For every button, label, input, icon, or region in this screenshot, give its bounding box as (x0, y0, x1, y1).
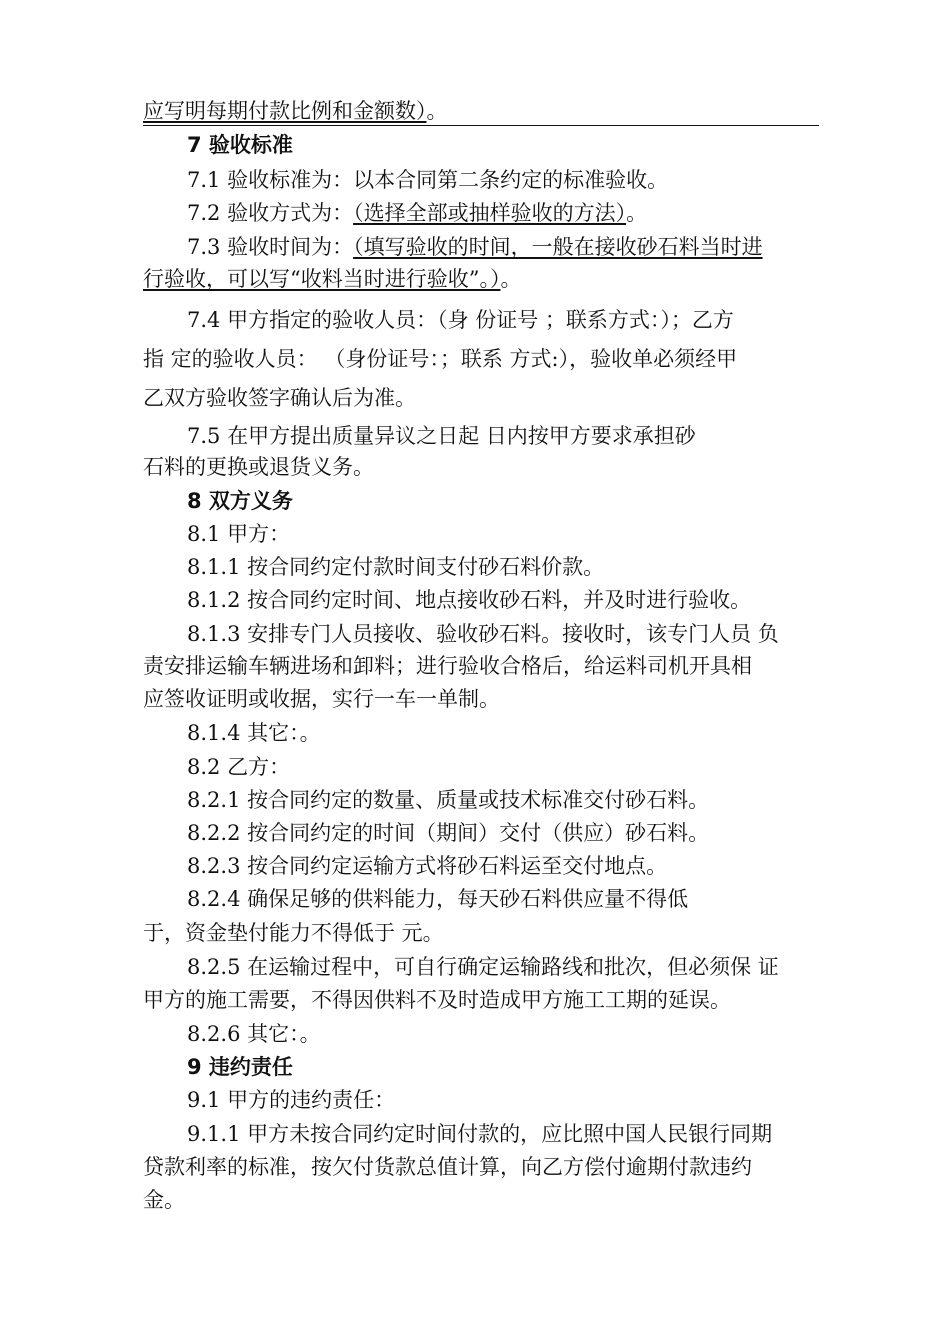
clause-9-1-1-cont: 贷款利率的标准，按欠付货款总值计算，向乙方偿付逾期付款违约 (143, 1155, 752, 1179)
text: 。 (626, 201, 648, 225)
underlined-text: 应写明每期付款比例和金额数） (143, 99, 427, 123)
clause-7-5: 7.5 在甲方提出质量异议之日起 日内按甲方要求承担砂 (187, 424, 696, 448)
clause-7-4-cont: 指 定的验收人员： （身份证号：；联系 方式:），验收单必须经甲 (143, 347, 738, 371)
clause-8-1-2: 8.1.2 按合同约定时间、地点接收砂石料，并及时进行验收。 (187, 588, 752, 612)
clause-8-2-2: 8.2.2 按合同约定的时间（期间）交付（供应）砂石料。 (187, 821, 710, 845)
clause-9-1: 9.1 甲方的违约责任： (187, 1088, 396, 1112)
clause-8-2: 8.2 乙方： (187, 755, 291, 779)
clause-8-1-4: 8.1.4 其它：。 (187, 721, 321, 745)
clause-8-2-1: 8.2.1 按合同约定的数量、质量或技术标准交付砂石料。 (187, 788, 710, 812)
text: 7.3 验收时间为： (187, 235, 354, 259)
clause-8-2-5: 8.2.5 在运输过程中，可自行确定运输路线和批次，但必须保 证 (187, 955, 779, 979)
clause-8-1-3-cont: 责安排运输车辆进场和卸料；进行验收合格后，给运料司机开具相 (143, 654, 752, 678)
clause-8-2-4-cont: 于，资金垫付能力不得低于 元。 (143, 921, 444, 945)
clause-7-3-cont (143, 264, 521, 294)
clause-9-1-1-cont2: 金。 (143, 1188, 185, 1212)
line-continuation (143, 96, 448, 126)
clause-7-3 (187, 232, 763, 262)
clause-8-1-3: 8.1.3 安排专门人员接收、验收砂石料。接收时，该专门人员 负 (187, 622, 779, 646)
clause-7-4-cont2: 乙双方验收签字确认后为准。 (143, 386, 416, 410)
section-heading-8: 8 双方义务 (187, 489, 293, 513)
clause-8-2-5-cont: 甲方的施工需要，不得因供料不及时造成甲方施工工期的延误。 (143, 988, 731, 1012)
text: 。 (500, 267, 522, 291)
horizontal-rule (143, 125, 819, 126)
clause-8-1: 8.1 甲方： (187, 522, 291, 546)
clause-8-1-3-cont2: 应签收证明或收据，实行一车一单制。 (143, 687, 500, 711)
clause-8-2-4: 8.2.4 确保足够的供料能力，每天砂石料供应量不得低 (187, 887, 689, 911)
clause-8-2-3: 8.2.3 按合同约定运输方式将砂石料运至交付地点。 (187, 854, 668, 878)
clause-9-1-1: 9.1.1 甲方未按合同约定时间付款的，应比照中国人民银行同期 (187, 1122, 773, 1146)
clause-8-1-1: 8.1.1 按合同约定付款时间支付砂石料价款。 (187, 555, 605, 579)
underlined-text: （选择全部或抽样验收的方法） (353, 201, 627, 225)
clause-7-2 (187, 198, 647, 228)
underlined-text: 行验收，可以写“收料当时进行验收”。） (143, 267, 501, 291)
section-heading-9: 9 违约责任 (187, 1055, 293, 1079)
text: 。 (426, 99, 448, 123)
clause-7-5-cont: 石料的更换或退货义务。 (143, 455, 374, 479)
section-heading-7: 7 验收标准 (187, 133, 293, 157)
underlined-text: （填写验收的时间，一般在接收砂石料当时进 (353, 235, 763, 259)
clause-7-1: 7.1 验收标准为：以本合同第二条约定的标准验收。 (187, 168, 669, 192)
clause-8-2-6: 8.2.6 其它：。 (187, 1022, 321, 1046)
text: 7.2 验收方式为： (187, 201, 354, 225)
clause-7-4: 7.4 甲方指定的验收人员：（身 份证号 ；联系方式：）；乙方 (187, 308, 734, 332)
